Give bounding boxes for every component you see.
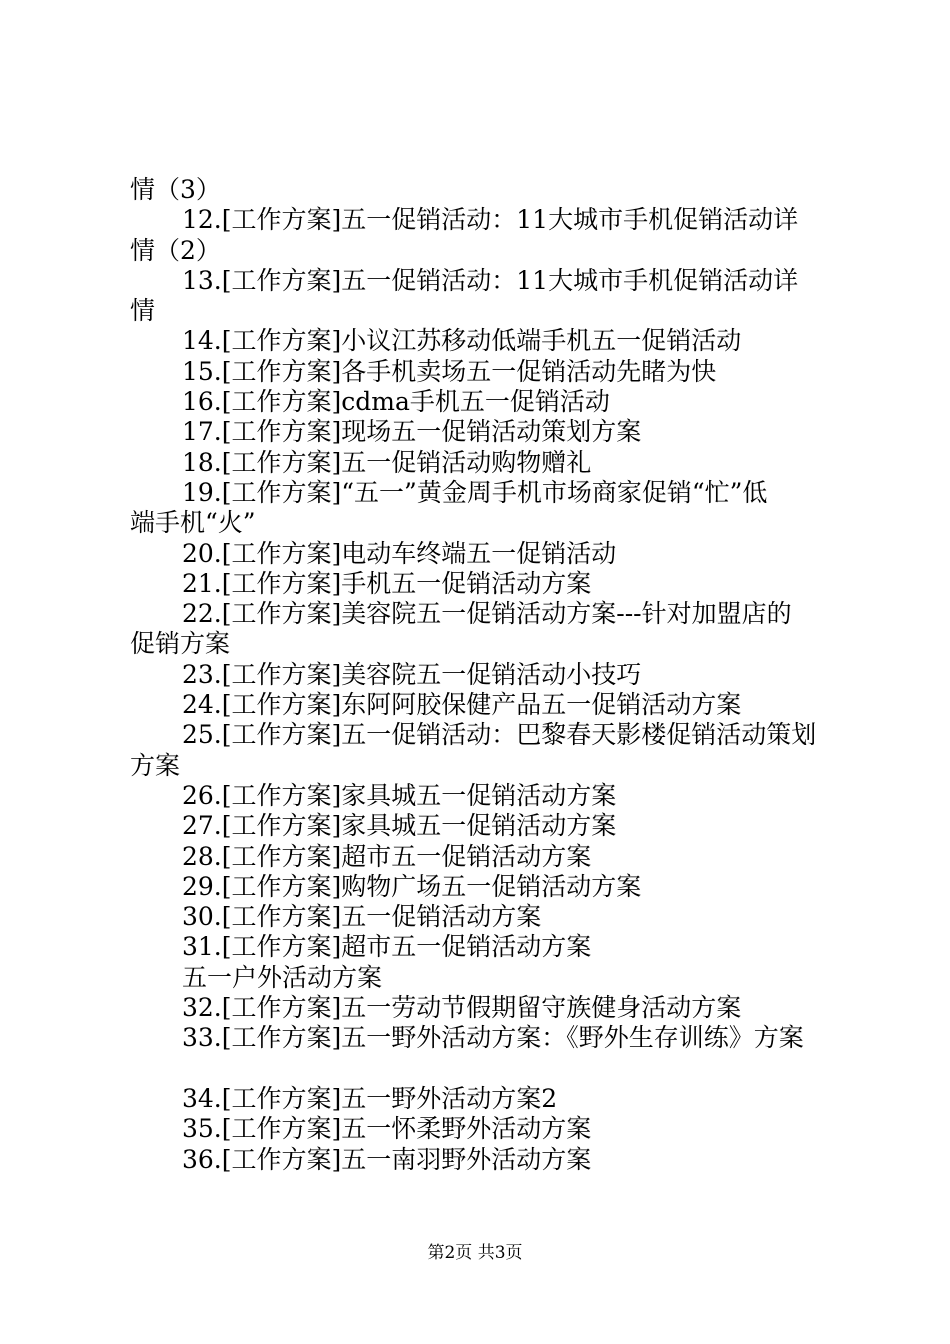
page-number: 第2页 共3页 <box>427 1243 523 1263</box>
document-body <box>130 175 832 1175</box>
text-line: 情 <box>130 296 156 326</box>
list-item-36: 36.[工作方案]五一南羽野外活动方案 <box>182 1144 592 1174</box>
list-item-19: 19.[工作方案]“五一”黄金周手机市场商家促销“忙”低 <box>182 477 768 507</box>
list-item-17: 17.[工作方案]现场五一促销活动策划方案 <box>182 417 642 447</box>
blank-line <box>130 1054 832 1084</box>
section-heading: 五一户外活动方案 <box>182 962 383 992</box>
text-line: 方案 <box>130 750 181 780</box>
list-item-33: 33.[工作方案]五一野外活动方案：《野外生存训练》方案 <box>182 1023 804 1053</box>
list-item-25: 25.[工作方案]五一促销活动：巴黎春天影楼促销活动策划 <box>182 720 817 750</box>
list-item-34: 34.[工作方案]五一野外活动方案2 <box>182 1083 558 1113</box>
list-item-14: 14.[工作方案]小议江苏移动低端手机五一促销活动 <box>182 326 742 356</box>
list-item-21: 21.[工作方案]手机五一促销活动方案 <box>182 568 592 598</box>
page-footer <box>0 1243 950 1263</box>
list-item-13: 13.[工作方案]五一促销活动：11大城市手机促销活动详 <box>182 265 799 295</box>
list-item-18: 18.[工作方案]五一促销活动购物赠礼 <box>182 447 592 477</box>
list-item-15: 15.[工作方案]各手机卖场五一促销活动先睹为快 <box>182 356 717 386</box>
list-item-22: 22.[工作方案]美容院五一促销活动方案---针对加盟店的 <box>182 599 792 629</box>
text-line: 情（3） <box>130 175 221 204</box>
list-item-24: 24.[工作方案]东阿阿胶保健产品五一促销活动方案 <box>182 690 742 720</box>
list-item-32: 32.[工作方案]五一劳动节假期留守族健身活动方案 <box>182 993 742 1023</box>
list-item-28: 28.[工作方案]超市五一促销活动方案 <box>182 841 592 871</box>
list-item-35: 35.[工作方案]五一怀柔野外活动方案 <box>182 1114 592 1144</box>
list-item-26: 26.[工作方案]家具城五一促销活动方案 <box>182 780 617 810</box>
list-item-27: 27.[工作方案]家具城五一促销活动方案 <box>182 811 617 841</box>
list-item-29: 29.[工作方案]购物广场五一促销活动方案 <box>182 871 642 901</box>
text-line: 情（2） <box>130 235 221 265</box>
text-line: 促销方案 <box>130 629 231 659</box>
list-item-16: 16.[工作方案]cdma手机五一促销活动 <box>182 387 610 417</box>
list-item-12: 12.[工作方案]五一促销活动：11大城市手机促销活动详 <box>182 205 799 235</box>
list-item-31: 31.[工作方案]超市五一促销活动方案 <box>182 932 592 962</box>
text-line: 端手机“火” <box>130 508 256 538</box>
list-item-20: 20.[工作方案]电动车终端五一促销活动 <box>182 538 617 568</box>
list-item-23: 23.[工作方案]美容院五一促销活动小技巧 <box>182 659 642 689</box>
list-item-30: 30.[工作方案]五一促销活动方案 <box>182 902 542 932</box>
